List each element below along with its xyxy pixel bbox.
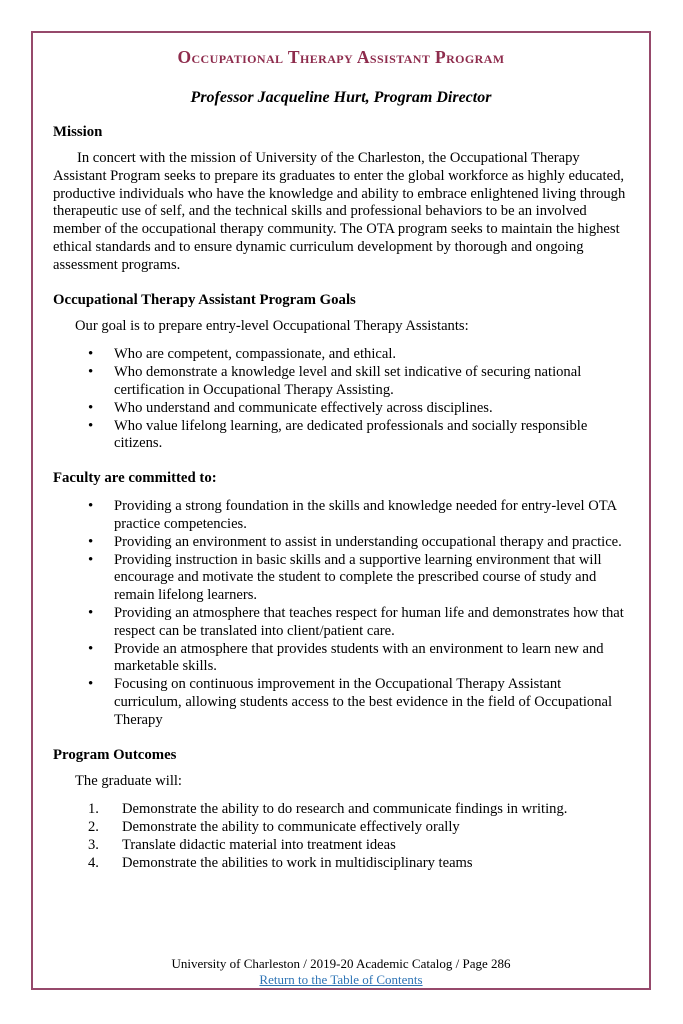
goals-list-item: • Who value lifelong learning, are dedicated professionals and socially responsible citizens. bbox=[87, 418, 629, 454]
section-heading-program-goals: Occupational Therapy Assistant Program Goals bbox=[53, 291, 356, 308]
faculty-list-item: • Providing instruction in basic skills and a supportive learning environment that will encourage and motivate the student to complete the prescribed course of study and remain lifelong learners. bbox=[87, 552, 629, 605]
faculty-list-item: • Focusing on continuous improvement in the Occupational Therapy Assistant curriculum, allowing students access to the best evidence in the field of Occupational Therapy bbox=[87, 676, 629, 729]
goals-intro: Our goal is to prepare entry-level Occupational Therapy Assistants: bbox=[75, 317, 469, 334]
goals-bullet-list bbox=[87, 346, 629, 453]
outcome-list-item: Translate didactic material into treatment ideas bbox=[122, 836, 396, 853]
program-director-byline: Professor Jacqueline Hurt, Program Director bbox=[190, 89, 492, 106]
faculty-list-item: • Providing a strong foundation in the skills and knowledge needed for entry-level OTA practice competencies. bbox=[87, 498, 629, 534]
section-heading-program-outcomes: Program Outcomes bbox=[53, 746, 177, 763]
faculty-list-item: • Providing an environment to assist in understanding occupational therapy and practice. bbox=[87, 534, 629, 552]
outcomes-intro: The graduate will: bbox=[75, 772, 182, 789]
goals-list-item: • Who are competent, compassionate, and ethical. bbox=[87, 346, 629, 364]
mission-paragraph: In concert with the mission of University of the Charleston, the Occupational Therapy Assistant Program seeks to prepare its graduates to enter the global workforce as highly educated, productive individuals who have the knowledge and ability to embrace enlightened living through therapeutic use of self, and the technical skills and professional behaviors to be an involved member of the occupational therapy community. The OTA program seeks to maintain the highest ethical standards and to ensure dynamic curriculum development by thorough and ongoing assessment programs. bbox=[53, 150, 626, 273]
outcome-list-item: Demonstrate the ability to do research and communicate findings in writing. bbox=[122, 801, 568, 818]
page-border-frame bbox=[31, 31, 651, 990]
catalog-page-info: University of Charleston / 2019-20 Academic Catalog / Page 286 bbox=[171, 956, 511, 972]
faculty-list-item: • Provide an atmosphere that provides students with an environment to learn new and marketable skills. bbox=[87, 641, 629, 677]
goals-list-item: • Who understand and communicate effectively across disciplines. bbox=[87, 400, 629, 418]
section-heading-mission: Mission bbox=[53, 124, 103, 140]
outcome-list-item: Demonstrate the ability to communicate effectively orally bbox=[122, 819, 460, 836]
faculty-list-item: • Providing an atmosphere that teaches respect for human life and demonstrates how that respect can be translated into client/patient care. bbox=[87, 605, 629, 641]
page-title: Occupational Therapy Assistant Program bbox=[177, 47, 505, 67]
page-footer bbox=[33, 956, 649, 987]
outcome-list-item: Demonstrate the abilities to work in multidisciplinary teams bbox=[122, 854, 473, 871]
faculty-bullet-list bbox=[87, 498, 629, 729]
return-to-toc-link[interactable]: Return to the Table of Contents bbox=[259, 971, 423, 987]
outcomes-numbered-list bbox=[88, 801, 629, 872]
section-heading-faculty-commitments: Faculty are committed to: bbox=[53, 470, 217, 487]
goals-list-item: • Who demonstrate a knowledge level and skill set indicative of securing national certification in Occupational Therapy Assisting. bbox=[87, 364, 629, 400]
